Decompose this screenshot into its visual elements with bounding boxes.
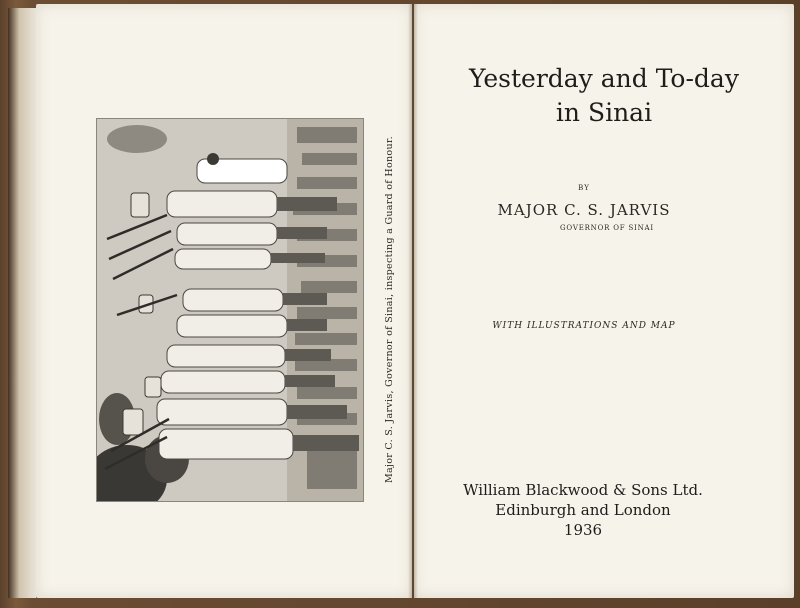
title-line-1: Yesterday and To-day [469,64,739,93]
photo-caption: Major C. S. Jarvis, Governor of Sinai, inspecting a Guard of Honour. [384,136,395,484]
illustrations-note: WITH ILLUSTRATIONS AND MAP [492,321,676,331]
title-line-2: in Sinai [555,98,653,127]
photo-illustration [97,119,363,501]
publisher-block [414,480,752,540]
publisher-place: Edinburgh and London [495,501,671,519]
page-edge [8,8,36,598]
by-label: BY [578,184,590,192]
publisher-name: William Blackwood & Sons Ltd. [463,481,703,499]
author-role: GOVERNOR OF SINAI [560,224,654,232]
author-name: MAJOR C. S. JARVIS [497,201,671,219]
publication-year: 1936 [563,521,603,539]
book-title [414,62,794,130]
frontispiece-photograph [96,118,364,502]
